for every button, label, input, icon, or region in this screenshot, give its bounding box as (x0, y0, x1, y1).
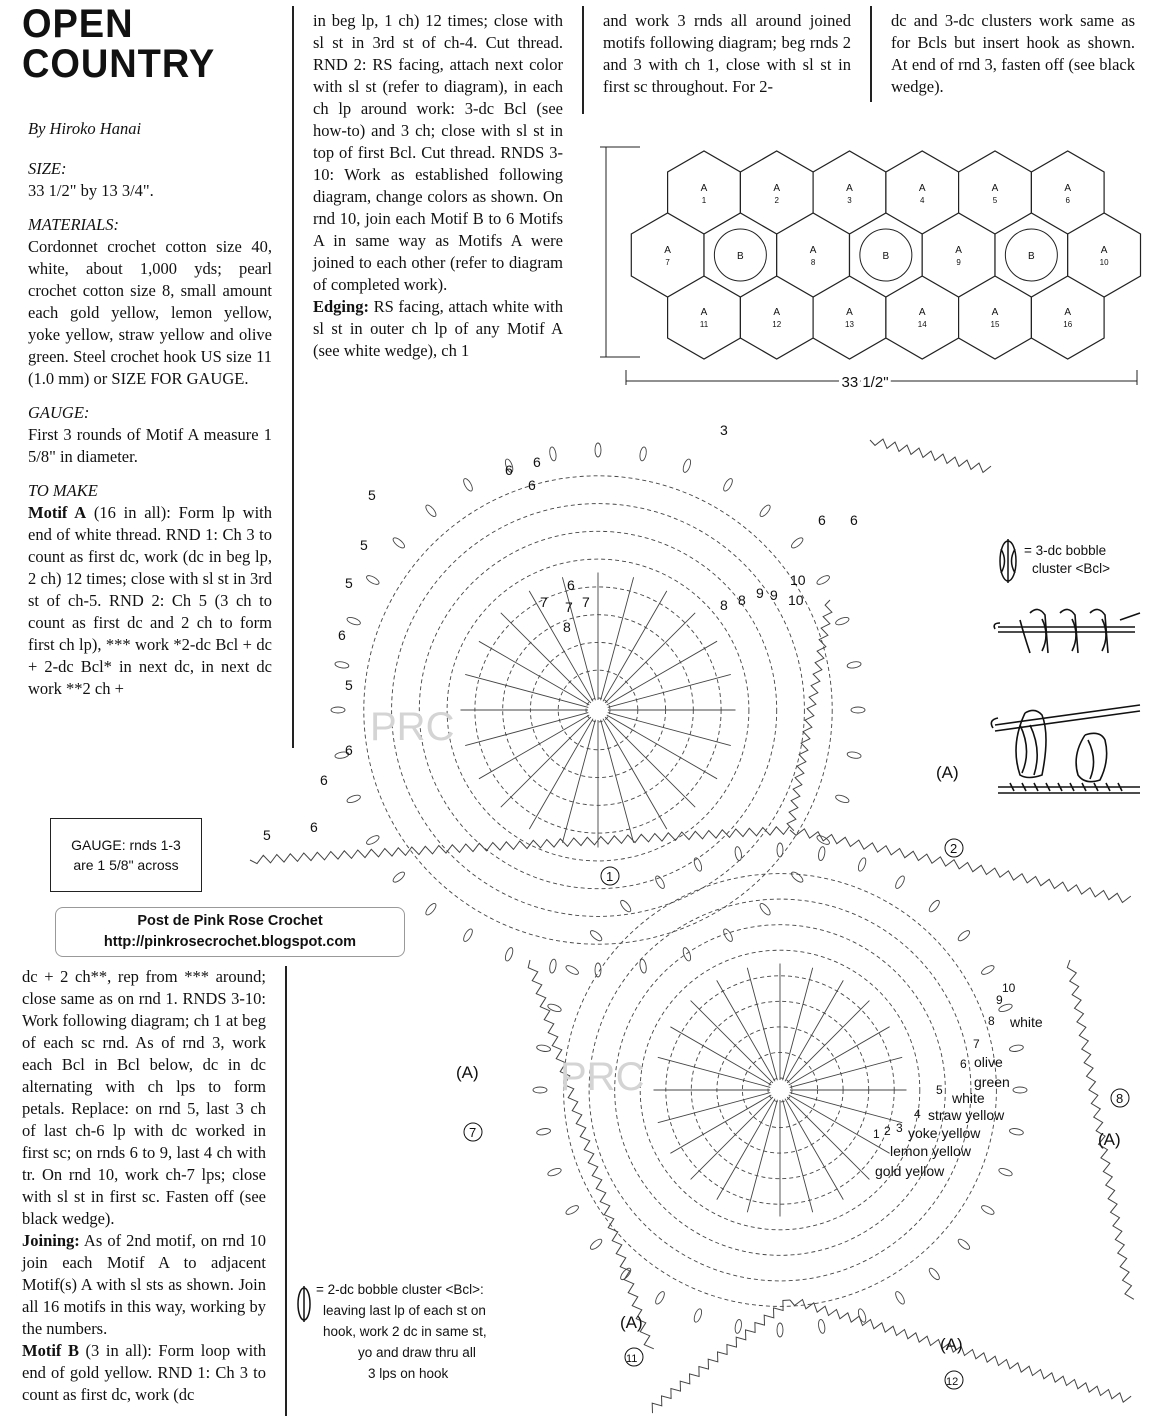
col2-text: in beg lp, 1 ch) 12 times; close with sl st in 3rd st of ch-4. Cut thread. RND 2: RS facing, attach next color with sl st (refer to diagram), in each ch lp around work: 3-dc Bcl (see how-to) and 3 ch; close with sl st in top of first Bcl. Cut thread. RNDS 3-10: Work as established following diagram, change colors as shown. On rnd 10, join each Motif B to 6 Motifs A in same way as Motifs A were joined to each other (refer to diagram of completed work). (313, 11, 563, 294)
motif-b-picot (980, 964, 995, 976)
motif-b-picot (536, 1044, 551, 1052)
svg-text:5: 5 (936, 1083, 943, 1097)
svg-text:9: 9 (996, 993, 1003, 1007)
height-label: 13 3/4" (587, 251, 604, 299)
svg-text:5: 5 (345, 677, 353, 693)
motif-a-label: A (700, 307, 708, 318)
motif-b-picot (1009, 1044, 1024, 1052)
motif-a1-picot (722, 477, 734, 492)
color-labels (875, 1014, 1043, 1179)
color-label-straw-yellow: straw yellow (928, 1107, 1005, 1123)
col4-text: dc and 3-dc clusters work same as for Bcls but insert hook as shown. At end of rnd 3, fasten off (see black wedge). (891, 11, 1135, 96)
joining-chain-1 (787, 600, 832, 831)
motif-a-label: A (991, 307, 999, 318)
watermark-link[interactable]: http://pinkrosecrochet.blogspot.com (103, 934, 357, 950)
motif-a1-picot (847, 751, 862, 759)
svg-text:7: 7 (469, 1125, 477, 1140)
legend-2dc-line-2: leaving last lp of each st on (323, 1303, 486, 1318)
motif-a1-picot (392, 536, 407, 550)
motif-a-label: A (1064, 183, 1072, 194)
motif-a-label: Motif A (28, 503, 87, 522)
motif-a1-picot (365, 574, 380, 586)
svg-text:7: 7 (565, 599, 573, 615)
motif-a1-spoke (607, 641, 717, 705)
motif-b-picot (957, 929, 972, 943)
motif-b-picot (589, 1238, 604, 1252)
column-2 (313, 10, 563, 362)
svg-text:5: 5 (368, 487, 376, 503)
legend-2dc-line-4: yo and draw thru all (358, 1345, 476, 1360)
motif-b-picot (857, 1308, 867, 1323)
motif-b-spoke (658, 1093, 771, 1123)
motif-a-label: A (773, 307, 781, 318)
motif-a1-picot (835, 616, 850, 626)
motif-a1-picot (758, 902, 772, 917)
motif-b-picot (619, 899, 633, 914)
svg-text:7: 7 (973, 1037, 980, 1051)
motif-a1-spoke (465, 674, 588, 707)
svg-text:5: 5 (345, 575, 353, 591)
motif-a1-picot (682, 458, 692, 473)
svg-text:6: 6 (533, 454, 541, 470)
svg-text:7: 7 (582, 594, 590, 610)
motif-a1-picot (816, 574, 831, 586)
motif-a1-picot (424, 504, 438, 519)
motif-b-spoke (670, 1095, 771, 1153)
svg-text:5: 5 (263, 827, 271, 843)
motif-b-spoke (787, 1001, 869, 1083)
edge-chain-1 (870, 439, 991, 472)
svg-text:2: 2 (950, 841, 958, 856)
motif-a1-spoke (603, 591, 667, 701)
svg-text:10: 10 (788, 592, 804, 608)
motif-b-picot (894, 1290, 906, 1305)
motif-b-round (589, 899, 971, 1281)
gauge-text: First 3 rounds of Motif A measure 1 5/8" in diameter. (28, 425, 272, 466)
motif-number: 13 (845, 320, 854, 329)
motif-b-spoke (747, 968, 777, 1081)
motif-number: 2 (774, 196, 779, 205)
motif-a1-spoke (601, 577, 634, 700)
motif-b-picot (818, 846, 826, 861)
motif-a-label: A (955, 245, 962, 256)
motif-a1-spoke (608, 713, 731, 746)
motif-a-label: A (773, 183, 781, 194)
color-label-yoke-yellow: yoke yellow (908, 1125, 981, 1141)
motif-b-spoke (670, 1027, 771, 1085)
motif-number: 12 (772, 320, 782, 329)
svg-text:10: 10 (790, 572, 806, 588)
motif-b-picot (565, 1204, 580, 1216)
legend-3dc-line-1: = 3-dc bobble (1024, 543, 1107, 558)
motif-a1-picot (835, 794, 850, 804)
motif-b-picot (565, 964, 580, 976)
motif-number: 9 (956, 258, 961, 267)
width-label: 33 1/2" (841, 374, 889, 390)
motif-b-label: B (1028, 251, 1035, 262)
motif-b-picot (998, 1167, 1013, 1177)
motif-b-picot (980, 1204, 995, 1216)
circled-number-2 (945, 839, 963, 857)
svg-text:3: 3 (720, 422, 728, 438)
svg-text:8: 8 (738, 592, 746, 608)
svg-text:1: 1 (873, 1127, 880, 1141)
motif-b-spoke (783, 1100, 813, 1213)
motif-b-spoke (691, 1001, 773, 1083)
gauge-box (50, 818, 202, 892)
motif-b-spoke (789, 1027, 890, 1085)
svg-text:9: 9 (770, 587, 778, 603)
motif-a1-spoke (603, 719, 667, 829)
watermark-line-1: Post de Pink Rose Crochet (137, 913, 323, 929)
motif-a1-picot (331, 707, 345, 713)
edging-label: Edging: (313, 297, 369, 316)
svg-text:2: 2 (884, 1124, 891, 1138)
svg-text:6: 6 (345, 742, 353, 758)
motif-b-picot (818, 1319, 826, 1334)
motif-a-label: A (991, 183, 999, 194)
motif-label-a-1: (A) (936, 763, 959, 782)
motif-b-picot (777, 1323, 783, 1337)
motif-number: 5 (992, 196, 998, 205)
motif-b-picot (547, 1167, 562, 1177)
motif-a1-spoke (608, 674, 731, 707)
motif-number: 11 (699, 320, 709, 329)
motif-number: 4 (920, 196, 925, 205)
motif-a1-picot (424, 902, 438, 917)
joining-text: As of 2nd motif, on rnd 10 join each Motif A to adjacent Motif(s) A with sl sts as shown. Join all 16 motifs in this way, working by the numbers. (22, 1231, 266, 1338)
motif-b-picot (734, 1319, 742, 1334)
motif-a1-spoke (605, 613, 695, 703)
joining-chain-2 (790, 829, 1131, 903)
motif-b-picot (1009, 1128, 1024, 1136)
col3-text: and work 3 rnds all around joined motifs following diagram; beg rnds 2 and 3 with ch 1, close with sl st in first sc throughout. For 2- (603, 11, 851, 96)
motif-b-spoke (658, 1057, 771, 1087)
motif-b-picot (777, 843, 783, 857)
svg-text:6: 6 (338, 627, 346, 643)
legend-2dc-line-1: = 2-dc bobble cluster <Bcl>: (316, 1282, 484, 1297)
color-label-lemon-yellow: lemon yellow (890, 1143, 971, 1159)
motif-a1-picot (462, 477, 474, 492)
motif-a1-spoke (562, 577, 595, 700)
edging-paragraph (313, 296, 563, 362)
continued-text: dc + 2 ch**, rep from *** around; close same as on rnd 1. RNDS 3-10: Work following diagram; ch 1 at beg of each sc rnd. As of rnd 3, work each Bcl in Bcl below, dc in dc alternating with ch lps to form petals. Replace: on rnd 5, last 3 ch of last ch-6 lp with dc worked in first sc; on rnds 6 to 9, last 4 ch with tr. On rnd 10, work ch-7 lps; close with sl st in first sc. Fasten off (see black wedge). (22, 967, 266, 1228)
to-make-heading: TO MAKE (28, 481, 98, 500)
svg-text:6: 6 (310, 819, 318, 835)
svg-text:6: 6 (960, 1057, 967, 1071)
svg-text:8: 8 (988, 1014, 995, 1028)
gauge-box-line-2: are 1 5/8" across (73, 857, 179, 873)
motif-a1-picot (462, 928, 474, 943)
motif-number: 3 (847, 196, 852, 205)
circled-numbers (464, 839, 1129, 1389)
motif-a1-picot (639, 959, 647, 974)
gauge-box-line-1: GAUGE: rnds 1-3 (71, 837, 181, 853)
motif-b-picot (654, 875, 666, 890)
motif-a1-picot (790, 870, 805, 884)
motif-a1-picot (549, 446, 557, 461)
motif-a-label: A (664, 245, 671, 256)
crochet-chart (230, 400, 1150, 1420)
joining-chain-3 (250, 826, 790, 864)
column-3 (603, 10, 851, 98)
title-line-1: OPEN (22, 2, 134, 46)
column-4 (891, 10, 1135, 98)
svg-text:6: 6 (567, 577, 575, 593)
motif-number: 6 (1065, 196, 1070, 205)
byline: By Hiroko Hanai (28, 119, 142, 138)
size-text: 33 1/2" by 13 3/4". (28, 181, 154, 200)
motif-b-picot (734, 846, 742, 861)
legend-2dc-line-5: 3 lps on hook (368, 1366, 449, 1380)
motif-a1-picot (847, 661, 862, 669)
motif-a-text: (16 in all): Form lp with end of white thread. RND 1: Ch 3 to count as first dc, work (dc in beg lp, 2 ch) 12 times; close with sl st in 3rd st of ch-5. RND 2: Ch 5 (3 ch to count as first dc and 2 ch to form first ch lp), *** work *2-dc Bcl + dc + 2-dc Bcl* in next dc, in next dc work **2 ch + (28, 503, 272, 698)
chart-stitches (250, 439, 1134, 1413)
joining-chain-4 (528, 960, 654, 1349)
motif-number: 8 (810, 258, 816, 267)
size-heading: SIZE: (28, 159, 67, 178)
motif-b-spoke (785, 980, 843, 1081)
motif-b-picot (928, 899, 942, 914)
motif-a1-spoke (605, 717, 695, 807)
motif-a1-picot (851, 707, 865, 713)
materials-text: Cordonnet crochet cotton size 40, white, about 1,000 yds; pearl crochet cotton size 8, small amount each gold yellow, lemon yellow, yoke yellow, straw yellow and olive green. Steel crochet hook US size 11 (1.0 mm) or SIZE FOR GAUGE. (28, 237, 272, 388)
motif-a1-picot (758, 504, 772, 519)
motif-b-spoke (717, 1099, 775, 1200)
color-label-gold-yellow: gold yellow (875, 1163, 945, 1179)
circled-number-1 (601, 867, 619, 885)
motif-a-label: A (1064, 307, 1072, 318)
motif-a1-spoke (479, 715, 589, 779)
motif-a1-picot (392, 870, 407, 884)
motif-a1-picot (639, 446, 647, 461)
motif-a-label: A (918, 307, 926, 318)
motif-b-picot (533, 1087, 547, 1093)
motif-a1-picot (504, 947, 514, 962)
svg-text:6: 6 (818, 512, 826, 528)
svg-text:9: 9 (756, 585, 764, 601)
legend-2dc-line-3: hook, work 2 dc in same st, (323, 1324, 487, 1339)
motif-a-label: A (700, 183, 708, 194)
motif-number: 7 (665, 258, 670, 267)
motif-b-picot (693, 1308, 703, 1323)
motif-label-a-5: (A) (940, 1335, 963, 1354)
motif-b-picot (1013, 1087, 1027, 1093)
svg-text:8: 8 (720, 597, 728, 613)
svg-text:6: 6 (320, 772, 328, 788)
svg-text:8: 8 (1116, 1091, 1124, 1106)
motif-a1-spoke (501, 717, 591, 807)
motif-a-label: A (846, 307, 853, 318)
motif-a1-picot (790, 536, 805, 550)
motif-a-label: A (918, 183, 926, 194)
hex-grid (631, 151, 1140, 359)
color-label-green: green (974, 1074, 1010, 1090)
motif-a1-spoke (465, 713, 588, 746)
svg-text:7: 7 (540, 594, 548, 610)
motif-number: 16 (1063, 320, 1073, 329)
motif-a1-spoke (562, 720, 595, 843)
motif-b-spoke (747, 1100, 777, 1213)
motif-a1-picot (365, 834, 380, 846)
joining-chain-7 (652, 1300, 790, 1413)
circled-number-12 (945, 1371, 963, 1389)
materials-heading: MATERIALS: (28, 215, 120, 234)
motif-a1-spoke (501, 613, 591, 703)
motif-b-spoke (783, 968, 813, 1081)
motif-b-picot (894, 875, 906, 890)
color-label-white-outer: white (1010, 1014, 1043, 1030)
motif-b-spoke (789, 1095, 890, 1153)
motif-a1-picot (722, 928, 734, 943)
motif-a1-picot (595, 443, 601, 457)
svg-text:6: 6 (850, 512, 858, 528)
legend-3dc-line-2: cluster <Bcl> (1032, 561, 1111, 576)
prc-watermark-1: PRC (370, 705, 455, 749)
round-numbers (263, 422, 858, 843)
motif-a1-picot (682, 947, 692, 962)
motif-b-spoke (787, 1097, 869, 1179)
motif-b-picot (589, 929, 604, 943)
motif-label-a-4: (A) (620, 1313, 643, 1332)
svg-text:6: 6 (505, 462, 513, 478)
svg-text:5: 5 (360, 537, 368, 553)
column-divider-3 (870, 6, 872, 102)
color-label-olive: olive (974, 1054, 1003, 1070)
edging-text: RS facing, attach white with sl st in outer ch lp of any Motif A (see white wedge), ch 1 (313, 297, 563, 360)
column-divider-2 (582, 6, 584, 114)
motif-a-label: A (846, 183, 853, 194)
svg-text:3: 3 (896, 1121, 903, 1135)
title-line-2: COUNTRY (22, 42, 216, 86)
motif-number: 15 (990, 320, 1000, 329)
color-label-white-inner: white (952, 1090, 985, 1106)
motif-b-picot (693, 857, 703, 872)
motif-label-a-3: (A) (1098, 1130, 1121, 1149)
svg-text:10: 10 (1002, 981, 1016, 995)
svg-text:8: 8 (563, 619, 571, 635)
motif-a1-spoke (529, 719, 593, 829)
motif-a1-picot (346, 794, 361, 804)
motif-number: 1 (701, 196, 707, 205)
circled-number-11 (625, 1348, 643, 1366)
motif-number: 10 (1099, 258, 1109, 267)
circled-number-7 (464, 1123, 482, 1141)
motif-b-spoke (717, 980, 775, 1081)
motif-a1-picot (334, 661, 349, 669)
svg-text:4: 4 (914, 1107, 921, 1121)
motif-b-spoke (790, 1057, 903, 1087)
prc-watermark-2: PRC (560, 1055, 645, 1099)
motif-b-picot (654, 1290, 666, 1305)
motif-b-label: Motif B (22, 1341, 79, 1360)
article-title (22, 4, 215, 84)
svg-text:11: 11 (626, 1353, 638, 1365)
gauge-heading: GAUGE: (28, 403, 90, 422)
motif-a1-spoke (601, 720, 634, 843)
motif-b-picot (957, 1238, 972, 1252)
svg-text:1: 1 (606, 869, 614, 884)
motif-a1-picot (549, 959, 557, 974)
motif-a1-picot (346, 616, 361, 626)
motif-a-label: A (809, 245, 817, 256)
motif-b-label: B (737, 251, 744, 262)
svg-text:12: 12 (946, 1376, 959, 1388)
motif-number: 14 (917, 320, 927, 329)
joining-label: Joining: (22, 1231, 80, 1250)
motif-b-spoke (790, 1093, 903, 1123)
motif-b-text: (3 in all): Form loop with end of gold yellow. RND 1: Ch 3 to count as first dc, work (dc (22, 1341, 266, 1404)
motif-b-picot (928, 1267, 942, 1282)
circled-number-8 (1111, 1089, 1129, 1107)
motif-label-a-2: (A) (456, 1063, 479, 1082)
motif-b-spoke (785, 1099, 843, 1200)
motif-a1-spoke (479, 641, 589, 705)
motif-b-label: B (882, 251, 890, 262)
motif-a-label: A (1100, 245, 1108, 256)
motif-b-picot (536, 1128, 551, 1136)
motif-b-picot (857, 857, 867, 872)
motif-b-spoke (691, 1097, 773, 1179)
motif-a1-spoke (607, 715, 717, 779)
layout-diagram (580, 135, 1145, 390)
svg-text:6: 6 (528, 477, 536, 493)
